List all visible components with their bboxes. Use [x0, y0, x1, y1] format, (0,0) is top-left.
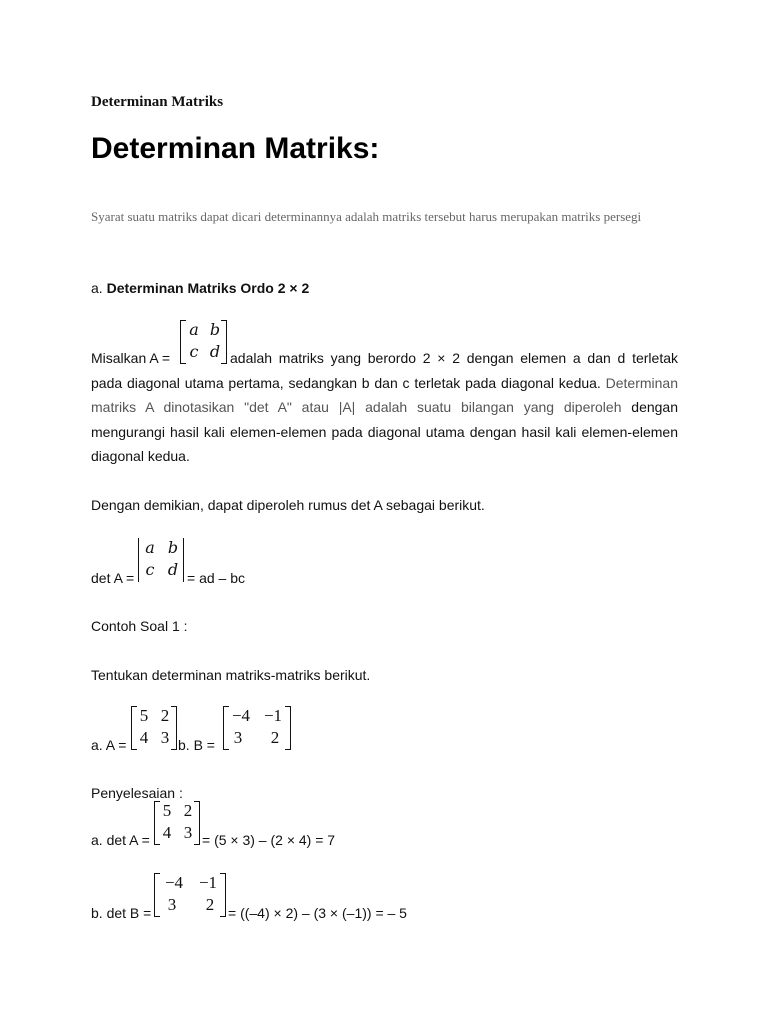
matrix-cell: 3: [167, 895, 177, 914]
matrix-cell: 3: [160, 728, 170, 747]
problem-matrix-a: [131, 706, 177, 750]
matrix-cell: 2: [183, 801, 193, 820]
matrix-cell: −1: [263, 706, 283, 725]
matrix-a-label: Misalkan A =: [91, 350, 170, 366]
matrix-cell: a: [189, 320, 199, 339]
problem-b-label: b. B =: [178, 737, 215, 753]
matrix-cell: b: [167, 538, 179, 557]
determinant-formula-matrix: [138, 538, 184, 582]
determinant-bar-right: [183, 538, 184, 582]
paragraph-definition-text2: Determinan matriks A dinotasikan "det A" atau |A| adalah suatu bilangan yang diperoleh: [91, 374, 678, 415]
det-formula-label: det A =: [91, 570, 135, 586]
matrix-cell: −1: [198, 873, 218, 892]
formula-intro: Dengan demikian, dapat diperoleh rumus det A sebagai berikut.: [91, 497, 485, 513]
example-instruction: Tentukan determinan matriks-matriks berikut.: [91, 667, 371, 683]
section-a-heading: [91, 280, 309, 296]
matrix-cell: 3: [233, 728, 243, 747]
matrix-cell: c: [145, 560, 155, 579]
matrix-cell: d: [167, 560, 179, 579]
matrix-cell: 5: [139, 706, 149, 725]
matrix-cell: c: [189, 342, 199, 361]
matrix-cell: d: [209, 342, 221, 361]
matrix-cell: a: [145, 538, 155, 557]
paragraph-definition: [91, 346, 678, 469]
solution-heading: Penyelesaian :: [91, 785, 183, 801]
paragraph-definition-text1: adalah matriks yang berordo 2 × 2 dengan elemen a dan d terletak pada diagonal utama pertama, sedangkan b dan c terletak pada diagonal kedua.: [91, 350, 678, 391]
solution-a-label: a. det A =: [91, 832, 150, 848]
solution-matrix-a: [154, 801, 200, 845]
matrix-cell: 4: [139, 728, 149, 747]
heading-main: Determinan Matriks:: [91, 132, 380, 165]
problem-a-label: a. A =: [91, 737, 127, 753]
solution-b-result: = ((–4) × 2) – (3 × (–1)) = – 5: [228, 905, 407, 921]
matrix-cell: 2: [160, 706, 170, 725]
matrix-cell: 2: [270, 728, 280, 747]
matrix-cell: −4: [164, 873, 184, 892]
paragraph-definition-text3: dengan mengurangi hasil kali elemen-elemen pada diagonal utama dengan hasil kali elemen-elemen diagonal kedua.: [91, 399, 678, 464]
example-heading: Contoh Soal 1 :: [91, 618, 188, 634]
matrix-cell: −4: [231, 706, 251, 725]
heading-small: Determinan Matriks: [91, 94, 224, 110]
determinant-bar-left: [138, 538, 139, 582]
matrix-cell: 4: [162, 823, 172, 842]
matrix-cell: 2: [205, 895, 215, 914]
matrix-cell: 5: [162, 801, 172, 820]
problem-matrix-b: [223, 706, 291, 750]
intro-paragraph: Syarat suatu matriks dapat dicari determinannya adalah matriks tersebut harus merupakan matriks persegi: [91, 209, 642, 224]
det-formula-result: = ad – bc: [187, 570, 245, 586]
matrix-cell: b: [209, 320, 221, 339]
solution-matrix-b: [154, 873, 226, 917]
section-a-title: Determinan Matriks Ordo 2 × 2: [106, 280, 310, 296]
section-a-prefix: a.: [91, 280, 103, 296]
matrix-cell: 3: [183, 823, 193, 842]
solution-a-result: = (5 × 3) – (2 × 4) = 7: [202, 832, 336, 848]
solution-b-label: b. det B =: [91, 905, 152, 921]
